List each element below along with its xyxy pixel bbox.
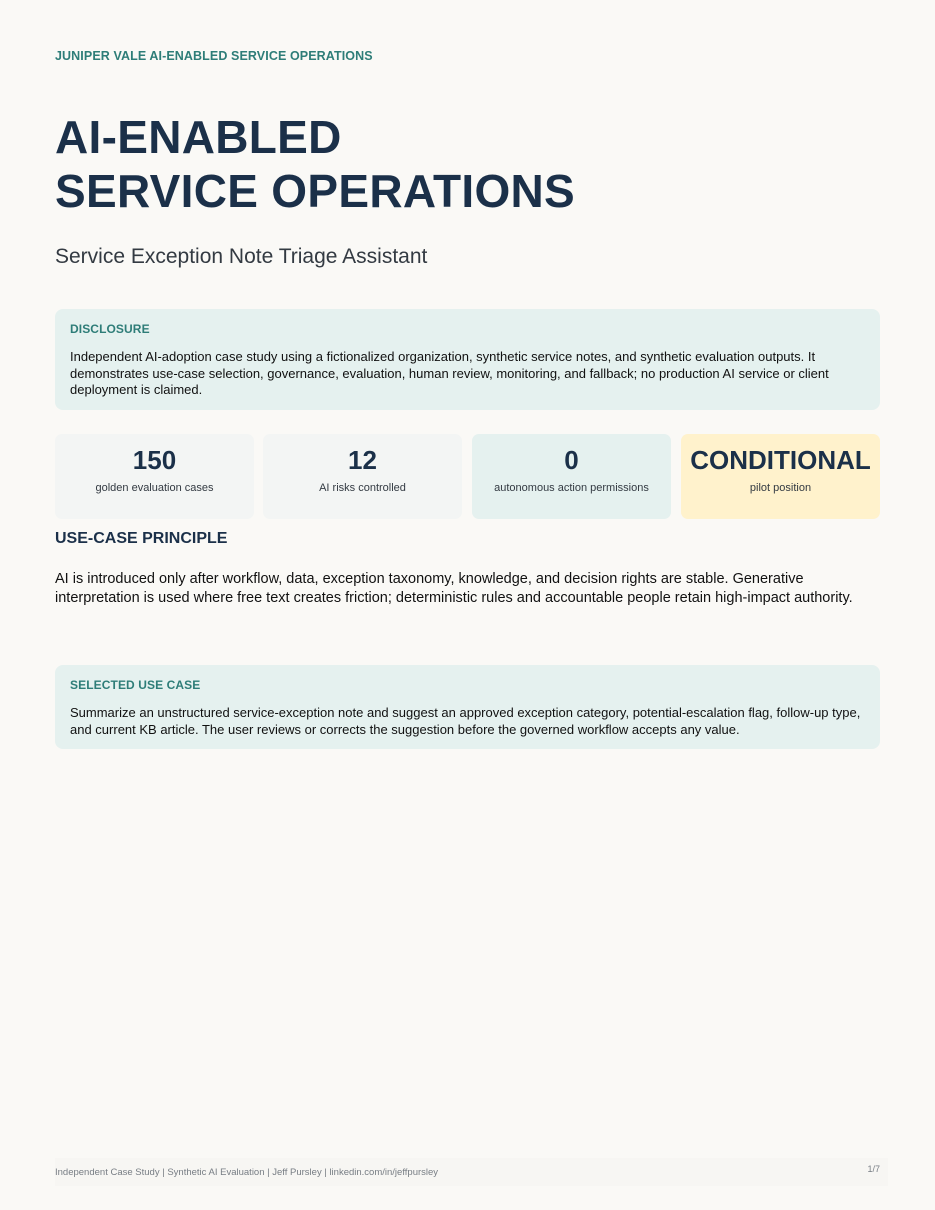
stat-value: 150 — [132, 445, 177, 475]
footer-text: Independent Case Study | Synthetic AI Evaluation | Jeff Pursley | linkedin.com/in/jeffpursley — [55, 1167, 439, 1178]
disclosure-callout — [55, 309, 880, 410]
stat-value: 0 — [564, 445, 579, 475]
principle-text: AI is introduced only after workflow, data, exception taxonomy, knowledge, and decision rights are stable. Generative interpretation is used where free text creates friction; deterministic rules and accountable people retain high-impact authority. — [55, 571, 853, 606]
stat-value: 12 — [348, 445, 377, 475]
page-number: 1/7 — [867, 1164, 880, 1174]
stat-card-golden-cases — [55, 434, 254, 519]
stat-card-pilot-position — [681, 434, 880, 519]
disclosure-text: Independent AI-adoption case study using a fictionalized organization, synthetic service notes, and synthetic evaluation outputs. It demonstrates use-case selection, governance, evaluation, human review, monitoring, and fallback; no production AI service or client deployment is claimed. — [70, 349, 829, 397]
title-line-2: SERVICE OPERATIONS — [55, 165, 576, 217]
selected-use-case-title: SELECTED USE CASE — [70, 678, 201, 692]
stat-value: CONDITIONAL — [690, 445, 871, 475]
document-title — [55, 110, 575, 218]
stat-card-autonomous-permissions — [472, 434, 671, 519]
disclosure-title: DISCLOSURE — [70, 322, 150, 336]
title-line-1: AI-ENABLED — [55, 111, 342, 163]
selected-use-case-text: Summarize an unstructured service-exception note and suggest an approved exception category, potential-escalation flag, follow-up type, and current KB article. The user reviews or corrects the suggestion before the governed workflow accepts any value. — [70, 705, 861, 737]
stat-label: golden evaluation cases — [95, 482, 214, 494]
principle-heading: USE-CASE PRINCIPLE — [55, 530, 228, 547]
document-subtitle: Service Exception Note Triage Assistant — [55, 245, 428, 268]
stat-label: autonomous action permissions — [494, 482, 649, 494]
stat-label: pilot position — [749, 482, 812, 494]
stat-card-ai-risks — [263, 434, 462, 519]
stats-row — [55, 434, 880, 519]
document-eyebrow: JUNIPER VALE AI-ENABLED SERVICE OPERATIONS — [55, 49, 373, 63]
selected-use-case-callout — [55, 665, 880, 749]
stat-label: AI risks controlled — [319, 482, 406, 494]
